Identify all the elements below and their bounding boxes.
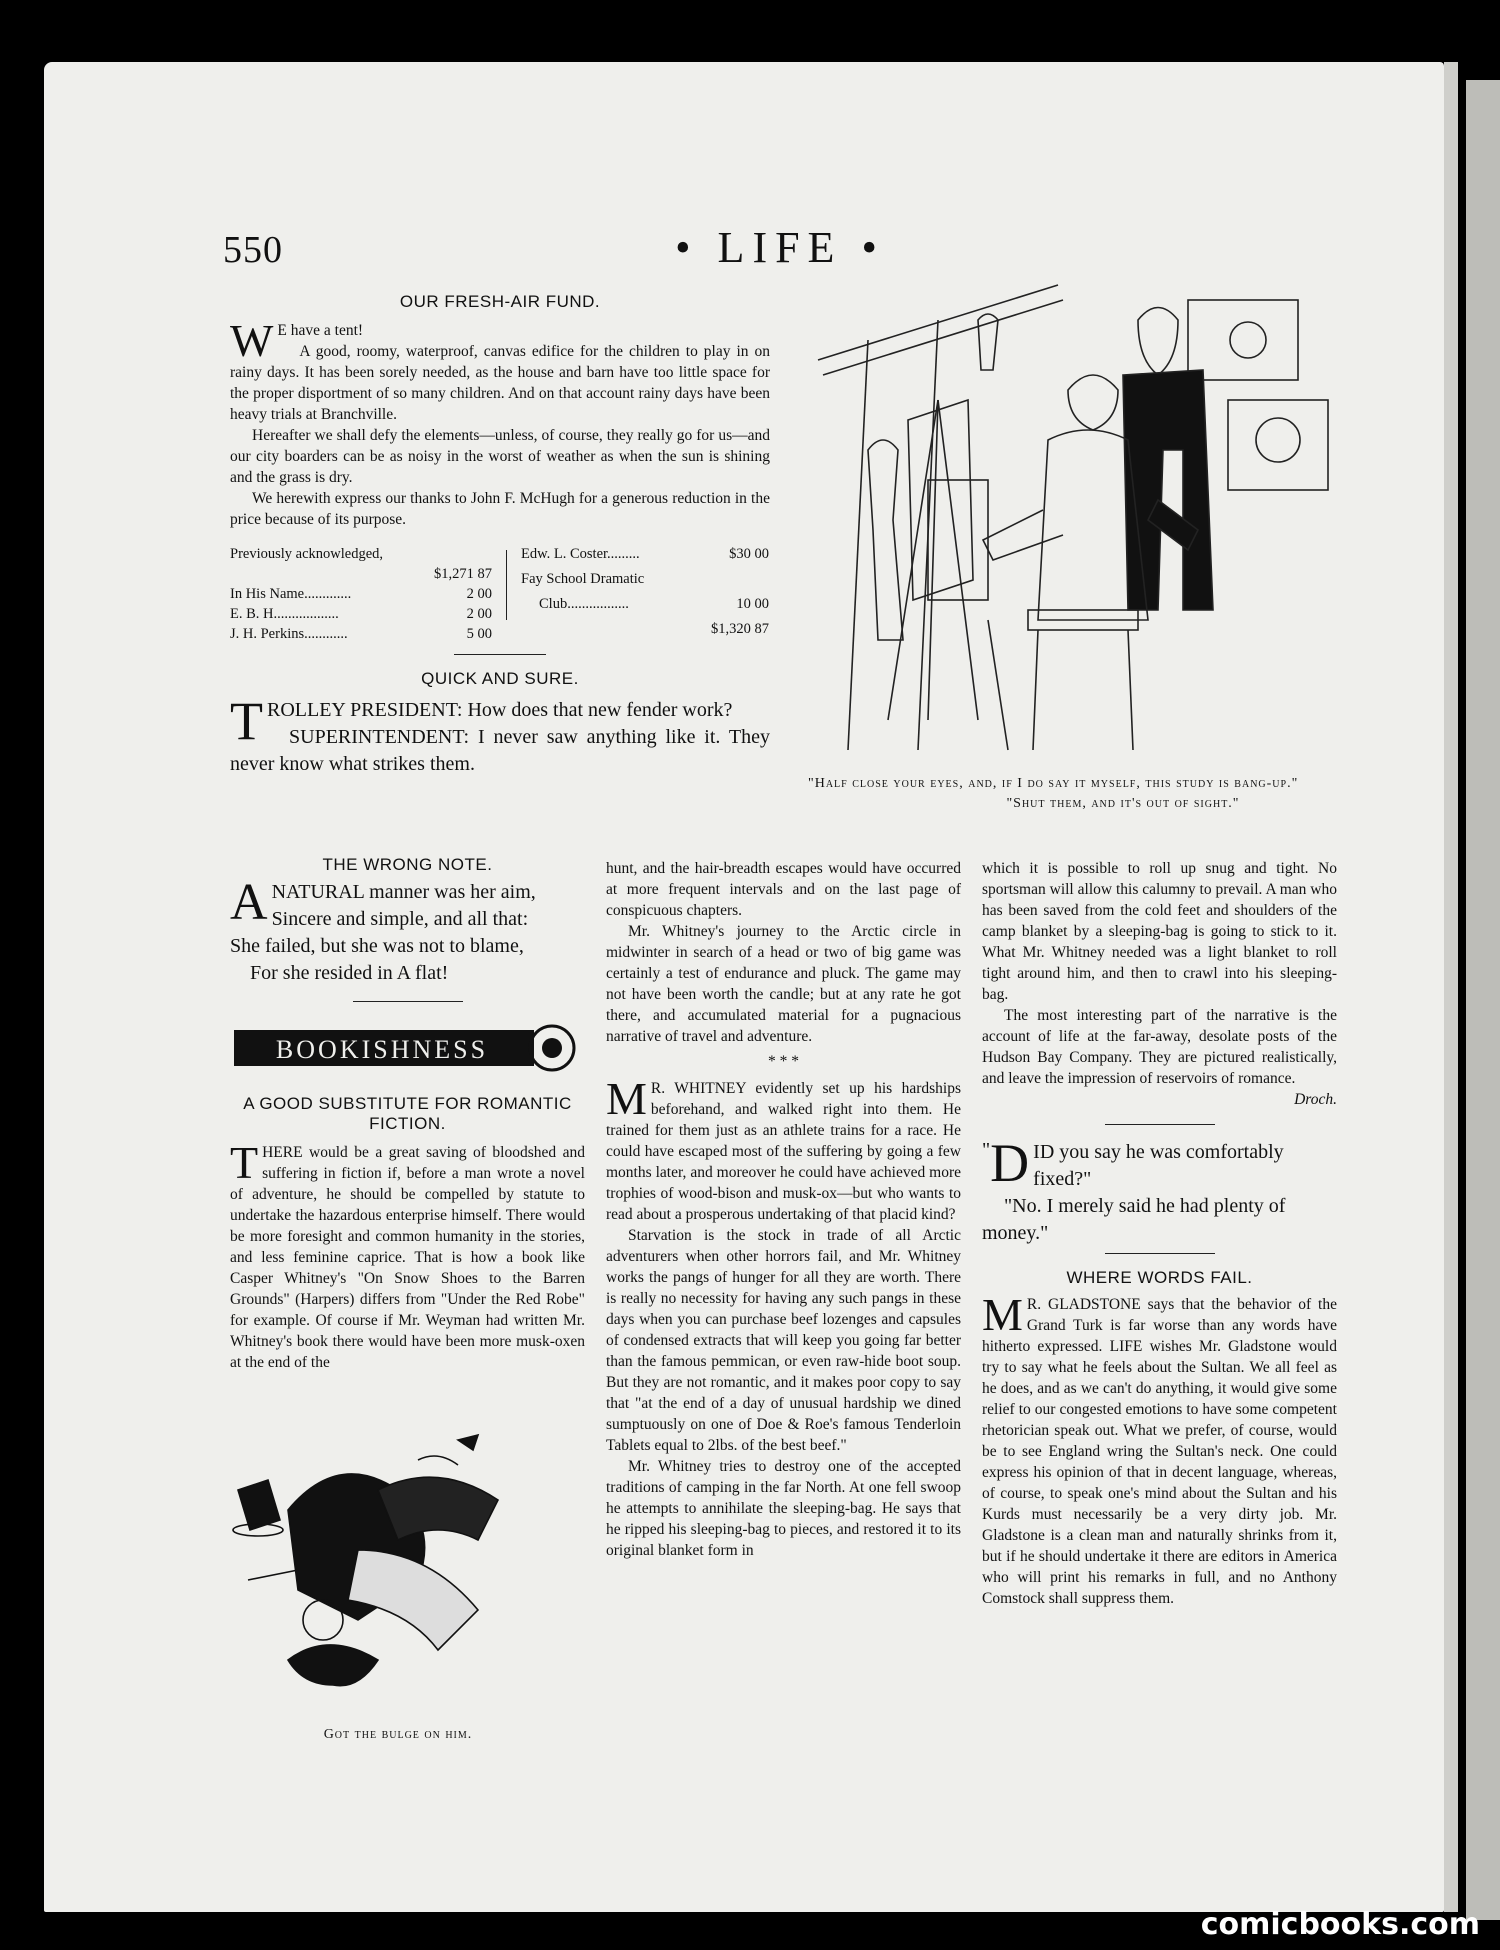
studio-caption xyxy=(808,774,1348,814)
next-page-edge xyxy=(1466,80,1500,1920)
entry-name: Edw. L. Coster......... xyxy=(521,546,640,562)
paragraph: R. GLADSTONE says that the behavior of the Grand Turk is far worse than any words have hitherto expressed. LIFE wishes Mr. Gladstone would try to say what he feels about the Sultan. We all feel as he does, and as we can't do anything, it would give some relief to our congested emotions to have some competent rhetorician speak out. What we prefer, of course, would be to see England wring the Sultan's neck. One could express his opinion of that in decent language, whereas, of course, to speak one's mind about the Sultan and his Kurds must necessarily be a very dirty job. Mr. Gladstone is a clean man and naturally shrinks from it, but if he should undertake it there are editors in America who will print his remarks in full, and no Anthony Comstock shall suppress them. xyxy=(982,1296,1337,1607)
wrong-note-title: THE WRONG NOTE. xyxy=(322,855,493,874)
paragraph: Hereafter we shall defy the elements—unless, of course, they really go for us—and our city boarders can be as noisy in the worst of weather as when the sun is shining and the grass is dry. xyxy=(230,427,770,486)
bookishness-banner xyxy=(232,1020,582,1078)
caption-line: "Shut them, and it's out of sight." xyxy=(1006,796,1240,811)
review-column-3 xyxy=(982,858,1337,1609)
section-stars: * * * xyxy=(768,1053,799,1070)
fresh-air-fund-article xyxy=(230,292,770,778)
drop-cap: A xyxy=(230,874,268,931)
poem-line: Sincere and simple, and all that: xyxy=(271,908,529,930)
entry-amount: $1,271 87 xyxy=(434,566,492,582)
good-substitute-title: A GOOD SUBSTITUTE FOR ROMANTIC FICTION. xyxy=(243,1094,572,1133)
subscription-left xyxy=(230,544,492,644)
entry-name: J. H. Perkins............ xyxy=(230,626,348,642)
watermark: comicbooks.com xyxy=(1200,1907,1480,1942)
drop-cap: T xyxy=(230,691,263,751)
good-substitute-article xyxy=(230,1094,585,1373)
ornamental-banner-icon xyxy=(232,1020,582,1078)
paragraph: The most interesting part of the narrative is the account of life at the far-away, desolate posts of the Hudson Bay Company. They are pictured realistically, and leave the impression of reservoirs of romance. xyxy=(982,1007,1337,1087)
entry-name xyxy=(230,564,420,584)
paragraph: A good, roomy, waterproof, canvas edifice for the children to play in on rainy days. It has been sorely needed, as the house and barn have too little space for the proper disportment of so many children. And on that account rainy days have been heavy trials at Branchville. xyxy=(230,343,770,423)
entry-amount xyxy=(690,569,769,594)
drop-cap: M xyxy=(606,1073,647,1124)
banner-text: BOOKISHNESS xyxy=(275,1035,489,1064)
column-divider xyxy=(506,550,507,620)
paragraph: SUPERINTENDENT: I never saw anything like it. They never know what strikes them. xyxy=(230,726,770,775)
page-number: 550 xyxy=(223,229,283,271)
caption-line: Got the bulge on him. xyxy=(323,1727,473,1742)
divider xyxy=(1105,1253,1215,1254)
paragraph: We herewith express our thanks to John F. McHugh for a generous reduction in the price because of its purpose. xyxy=(230,490,770,528)
wrong-note-poem xyxy=(230,855,585,1016)
poem-line: She failed, but she was not to blame, xyxy=(230,935,524,957)
masthead: • LIFE • xyxy=(675,223,885,272)
subscription-list xyxy=(230,544,770,644)
paragraph: ROLLEY PRESIDENT: How does that new fender work? xyxy=(267,699,733,721)
entry-name: In His Name............. xyxy=(230,586,352,602)
quick-and-sure-article xyxy=(230,691,770,778)
falling-man-drawing xyxy=(228,1430,568,1720)
entry-amount: 10 00 xyxy=(736,596,769,612)
bulge-caption xyxy=(228,1725,568,1745)
drop-cap: D xyxy=(990,1133,1030,1193)
entry-amount: $1,320 87 xyxy=(711,621,769,637)
drop-cap: W xyxy=(230,315,274,366)
comfortably-fixed-joke xyxy=(982,1133,1337,1247)
paragraph: HERE would be a great saving of bloodshed and suffering in fiction if, before a man wrote a novel of adventure, he should be compelled by statute to undertake the hazardous enterprise himself. There would be more foresight and common humanity in the stories, and less feminine caprice. That is how a book like Casper Whitney's "On Snow Shoes to the Barren Grounds" (Harpers) differs from "Under the Red Robe" for example. Of course if Mr. Weyman had written Mr. Whitney's book there would have been more musk-oxen at the end of the xyxy=(230,1144,585,1371)
entry-name: Previously acknowledged, xyxy=(230,546,384,562)
paragraph: Mr. Whitney's journey to the Arctic circle in midwinter in search of a head or two of big game was certainly a test of endurance and pluck. The game may not have been worth the candle; but at any rate he got there, and accumulated material for a pugnacious narrative of travel and adventure. xyxy=(606,923,961,1045)
entry-name xyxy=(521,619,690,644)
entry-name: Club................. xyxy=(539,596,629,612)
entry-amount xyxy=(420,544,492,564)
open-quote: " xyxy=(982,1139,991,1161)
poem-line: For she resided in A flat! xyxy=(250,962,449,984)
paragraph: ID you say he was comfortably fixed?" xyxy=(1033,1141,1284,1190)
divider xyxy=(1105,1124,1215,1125)
bulge-cartoon xyxy=(228,1430,568,1720)
entry-name: Fay School Dramatic xyxy=(521,571,645,587)
paragraph: E have a tent! xyxy=(277,322,364,339)
paragraph: "No. I merely said he had plenty of money." xyxy=(982,1195,1286,1244)
entry-amount: 2 00 xyxy=(466,606,492,622)
paragraph: hunt, and the hair-breadth escapes would have occurred at more frequent intervals and on the last page of conspicuous chapters. xyxy=(606,860,961,919)
quick-title: QUICK AND SURE. xyxy=(421,669,579,688)
drop-cap: M xyxy=(982,1289,1023,1340)
subscription-right xyxy=(521,544,769,644)
where-words-fail-article xyxy=(982,1289,1337,1609)
review-column-2 xyxy=(606,858,961,1561)
signature: Droch. xyxy=(1294,1091,1337,1108)
caption-line: "Half close your eyes, and, if I do say it myself, this study is bang-up." xyxy=(808,776,1299,791)
entry-amount: 5 00 xyxy=(466,626,492,642)
paragraph: Mr. Whitney tries to destroy one of the accepted traditions of camping in the far North. At one fell swoop he attempts to annihilate the sleeping-bag. He says that he ripped his sleeping-bag to pieces, and restored it to its original blanket form in xyxy=(606,1458,961,1559)
paragraph: R. WHITNEY evidently set up his hardships beforehand, and walked right into them. He trained for them just as an athlete trains for a race. He could have escaped most of the suffering by going a few months later, and moreover he could have achieved more trophies of wood-bison and musk-ox—but who wants to read about a prosperous undertaking of that placid kind? xyxy=(606,1080,961,1223)
entry-amount: $30 00 xyxy=(729,546,769,562)
divider xyxy=(454,654,546,655)
page-spine xyxy=(1444,62,1458,1912)
artist-studio-drawing xyxy=(808,280,1348,770)
entry-amount: 2 00 xyxy=(466,586,492,602)
drop-cap: T xyxy=(230,1137,259,1188)
fresh-air-title: OUR FRESH-AIR FUND. xyxy=(399,292,601,311)
paragraph: which it is possible to roll up snug and tight. No sportsman will allow this calumny to prevail. A man who has been saved from the cold feet and shoulders of the camp blanket by a sleeping-bag is going to stick to it. What Mr. Whitney needed was a light blanket to roll tight around him, and then to crawl into his sleeping-bag. xyxy=(982,860,1337,1003)
paragraph: Starvation is the stock in trade of all Arctic adventurers when other horrors fail, and Mr. Whitney works the pangs of hunger for all they are worth. There is really no necessity for having any such pangs in these days when you can purchase beef lozenges and capsules of condensed extracts that will keep you going far better than the famous pemmican, or even raw-hide boot soup. But they are not romantic, and it makes poor copy to say that "at the end of a day of unusual hardship we dined sumptuously on one of Doe & Roe's famous Tenderloin Tablets equal to 2lbs. of the best beef." xyxy=(606,1227,961,1454)
poem-line: NATURAL manner was her aim, xyxy=(271,881,536,903)
entry-name: E. B. H.................. xyxy=(230,606,339,622)
where-words-fail-title: WHERE WORDS FAIL. xyxy=(1066,1268,1253,1287)
divider xyxy=(353,1001,463,1002)
studio-illustration xyxy=(808,280,1348,770)
